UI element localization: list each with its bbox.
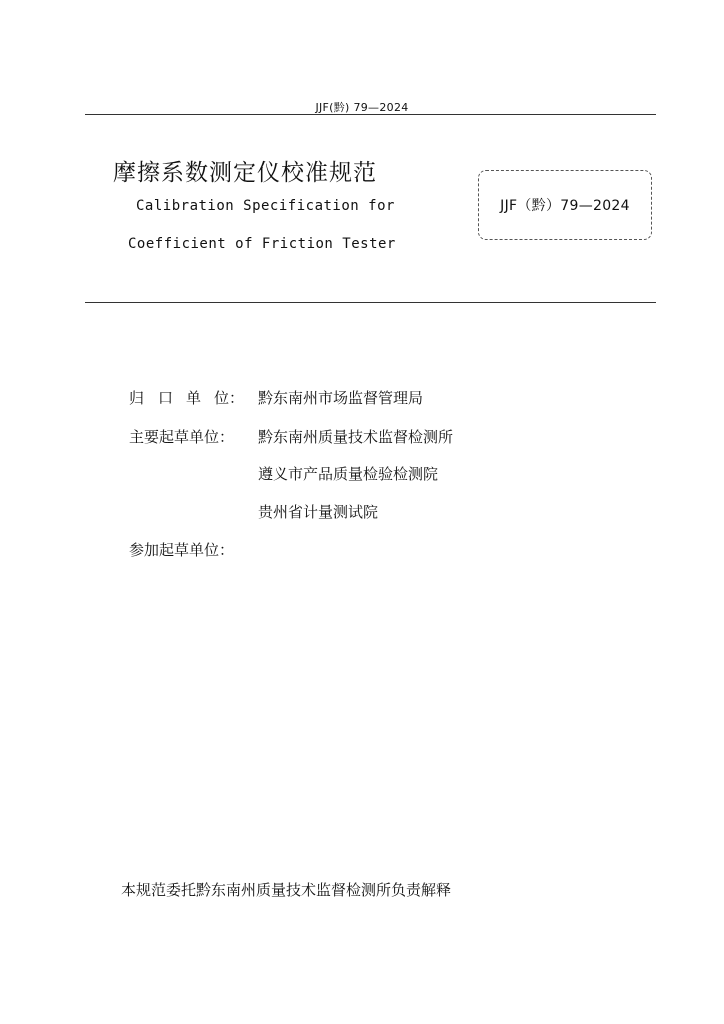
document-title-english-line2: Coefficient of Friction Tester xyxy=(128,236,396,252)
drafting-unit-item: 遵义市产品质量检验检测院 xyxy=(258,465,439,483)
responsible-unit-value: 黔东南州市场监督管理局 xyxy=(258,389,424,407)
drafting-unit-item: 黔东南州质量技术监督检测所 xyxy=(258,428,454,446)
interpretation-note: 本规范委托黔东南州质量技术监督检测所负责解释 xyxy=(121,881,452,899)
responsible-unit-label xyxy=(129,387,244,408)
document-title-english-line1: Calibration Specification for xyxy=(136,198,395,214)
title-section-rule xyxy=(85,302,656,303)
label-char: 单 xyxy=(186,389,202,407)
label-char: 归 xyxy=(129,389,145,407)
participating-units-label: 参加起草单位： xyxy=(129,541,235,559)
document-title-chinese: 摩擦系数测定仪校准规范 xyxy=(113,160,377,186)
header-standard-code: JJF(黔) 79—2024 xyxy=(315,101,409,114)
label-char: 口 xyxy=(158,389,174,407)
standard-code-text: JJF（黔）79—2024 xyxy=(500,198,630,214)
label-char: 位： xyxy=(214,389,245,407)
main-drafting-units-label: 主要起草单位： xyxy=(129,428,235,446)
header-rule xyxy=(85,114,656,115)
standard-code-box xyxy=(478,170,652,240)
drafting-unit-item: 贵州省计量测试院 xyxy=(258,503,379,521)
